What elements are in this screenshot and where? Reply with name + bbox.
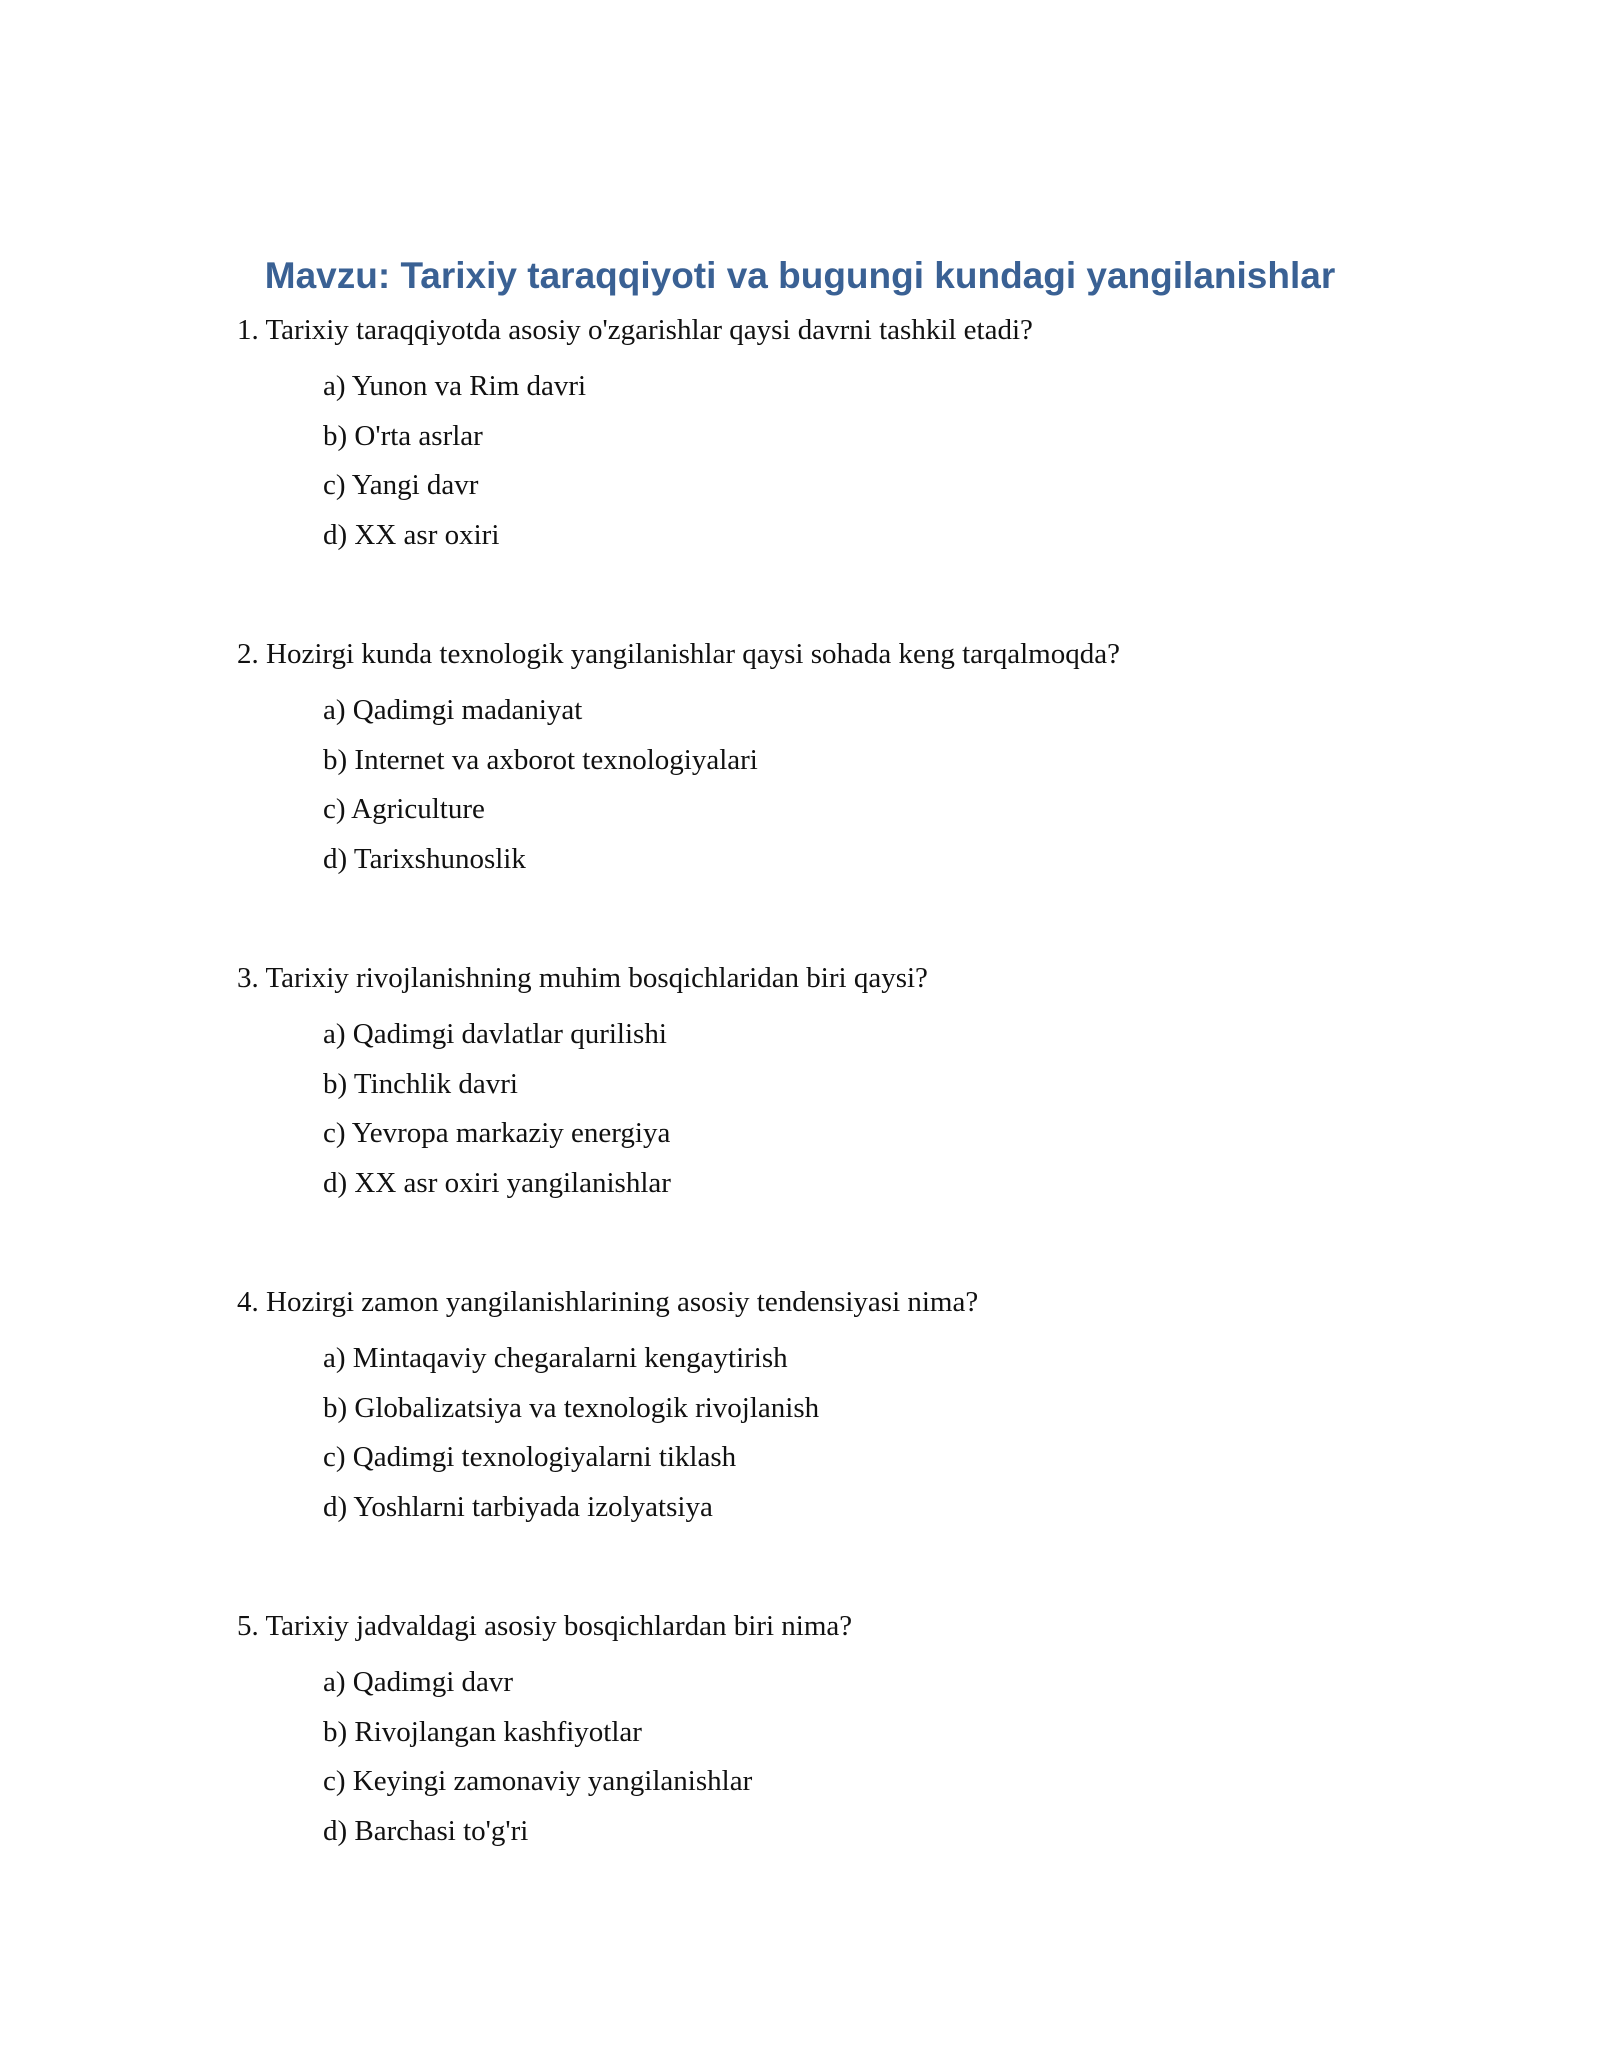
answer-option-d: d) Yoshlarni tarbiyada izolyatsiya xyxy=(323,1490,713,1523)
answer-option-b: b) Globalizatsiya va texnologik rivojlanish xyxy=(323,1391,820,1424)
answer-option-a: a) Yunon va Rim davri xyxy=(323,370,587,402)
answer-option-d: d) Tarixshunoslik xyxy=(323,842,526,875)
answer-option-d: d) Barchasi to'g'ri xyxy=(323,1814,529,1847)
answer-option-d: d) XX asr oxiri yangilanishlar xyxy=(323,1166,671,1199)
question-text: 1. Tarixiy taraqqiyotda asosiy o'zgarishlar qaysi davrni tashkil etadi? xyxy=(237,314,1033,346)
page-title: Mavzu: Tarixiy taraqqiyoti va bugungi kundagi yangilanishlar xyxy=(264,255,1336,296)
answer-option-a: a) Qadimgi davlatlar qurilishi xyxy=(323,1018,667,1050)
answer-option-c: c) Keyingi zamonaviy yangilanishlar xyxy=(323,1765,753,1797)
answer-option-b: b) Rivojlangan kashfiyotlar xyxy=(323,1715,642,1748)
answer-options xyxy=(237,686,1437,884)
question-4 xyxy=(237,1278,1437,1602)
question-3 xyxy=(237,954,1437,1278)
answer-option-b: b) Internet va axborot texnologiyalari xyxy=(323,743,758,776)
answer-options xyxy=(237,362,1437,560)
answer-option-a: a) Qadimgi madaniyat xyxy=(323,694,583,726)
answer-option-c: c) Qadimgi texnologiyalarni tiklash xyxy=(323,1441,737,1473)
question-list xyxy=(237,306,1437,1926)
answer-options xyxy=(237,1010,1437,1208)
answer-option-a: a) Qadimgi davr xyxy=(323,1666,514,1698)
answer-option-c: c) Yevropa markaziy energiya xyxy=(323,1117,671,1149)
answer-option-b: b) Tinchlik davri xyxy=(323,1067,518,1100)
question-text: 2. Hozirgi kunda texnologik yangilanishlar qaysi sohada keng tarqalmoqda? xyxy=(237,638,1120,670)
question-text: 3. Tarixiy rivojlanishning muhim bosqichlaridan biri qaysi? xyxy=(237,962,928,994)
question-2 xyxy=(237,630,1437,954)
answer-option-a: a) Mintaqaviy chegaralarni kengaytirish xyxy=(323,1342,788,1374)
answer-option-c: c) Yangi davr xyxy=(323,469,479,501)
question-1 xyxy=(237,306,1437,630)
question-text: 4. Hozirgi zamon yangilanishlarining asosiy tendensiyasi nima? xyxy=(237,1286,979,1318)
answer-option-d: d) XX asr oxiri xyxy=(323,518,500,551)
answer-options xyxy=(237,1658,1437,1856)
answer-options xyxy=(237,1334,1437,1532)
answer-option-b: b) O'rta asrlar xyxy=(323,419,483,452)
answer-option-c: c) Agriculture xyxy=(323,793,485,825)
question-5 xyxy=(237,1602,1437,1926)
question-text: 5. Tarixiy jadvaldagi asosiy bosqichlardan biri nima? xyxy=(237,1610,853,1642)
